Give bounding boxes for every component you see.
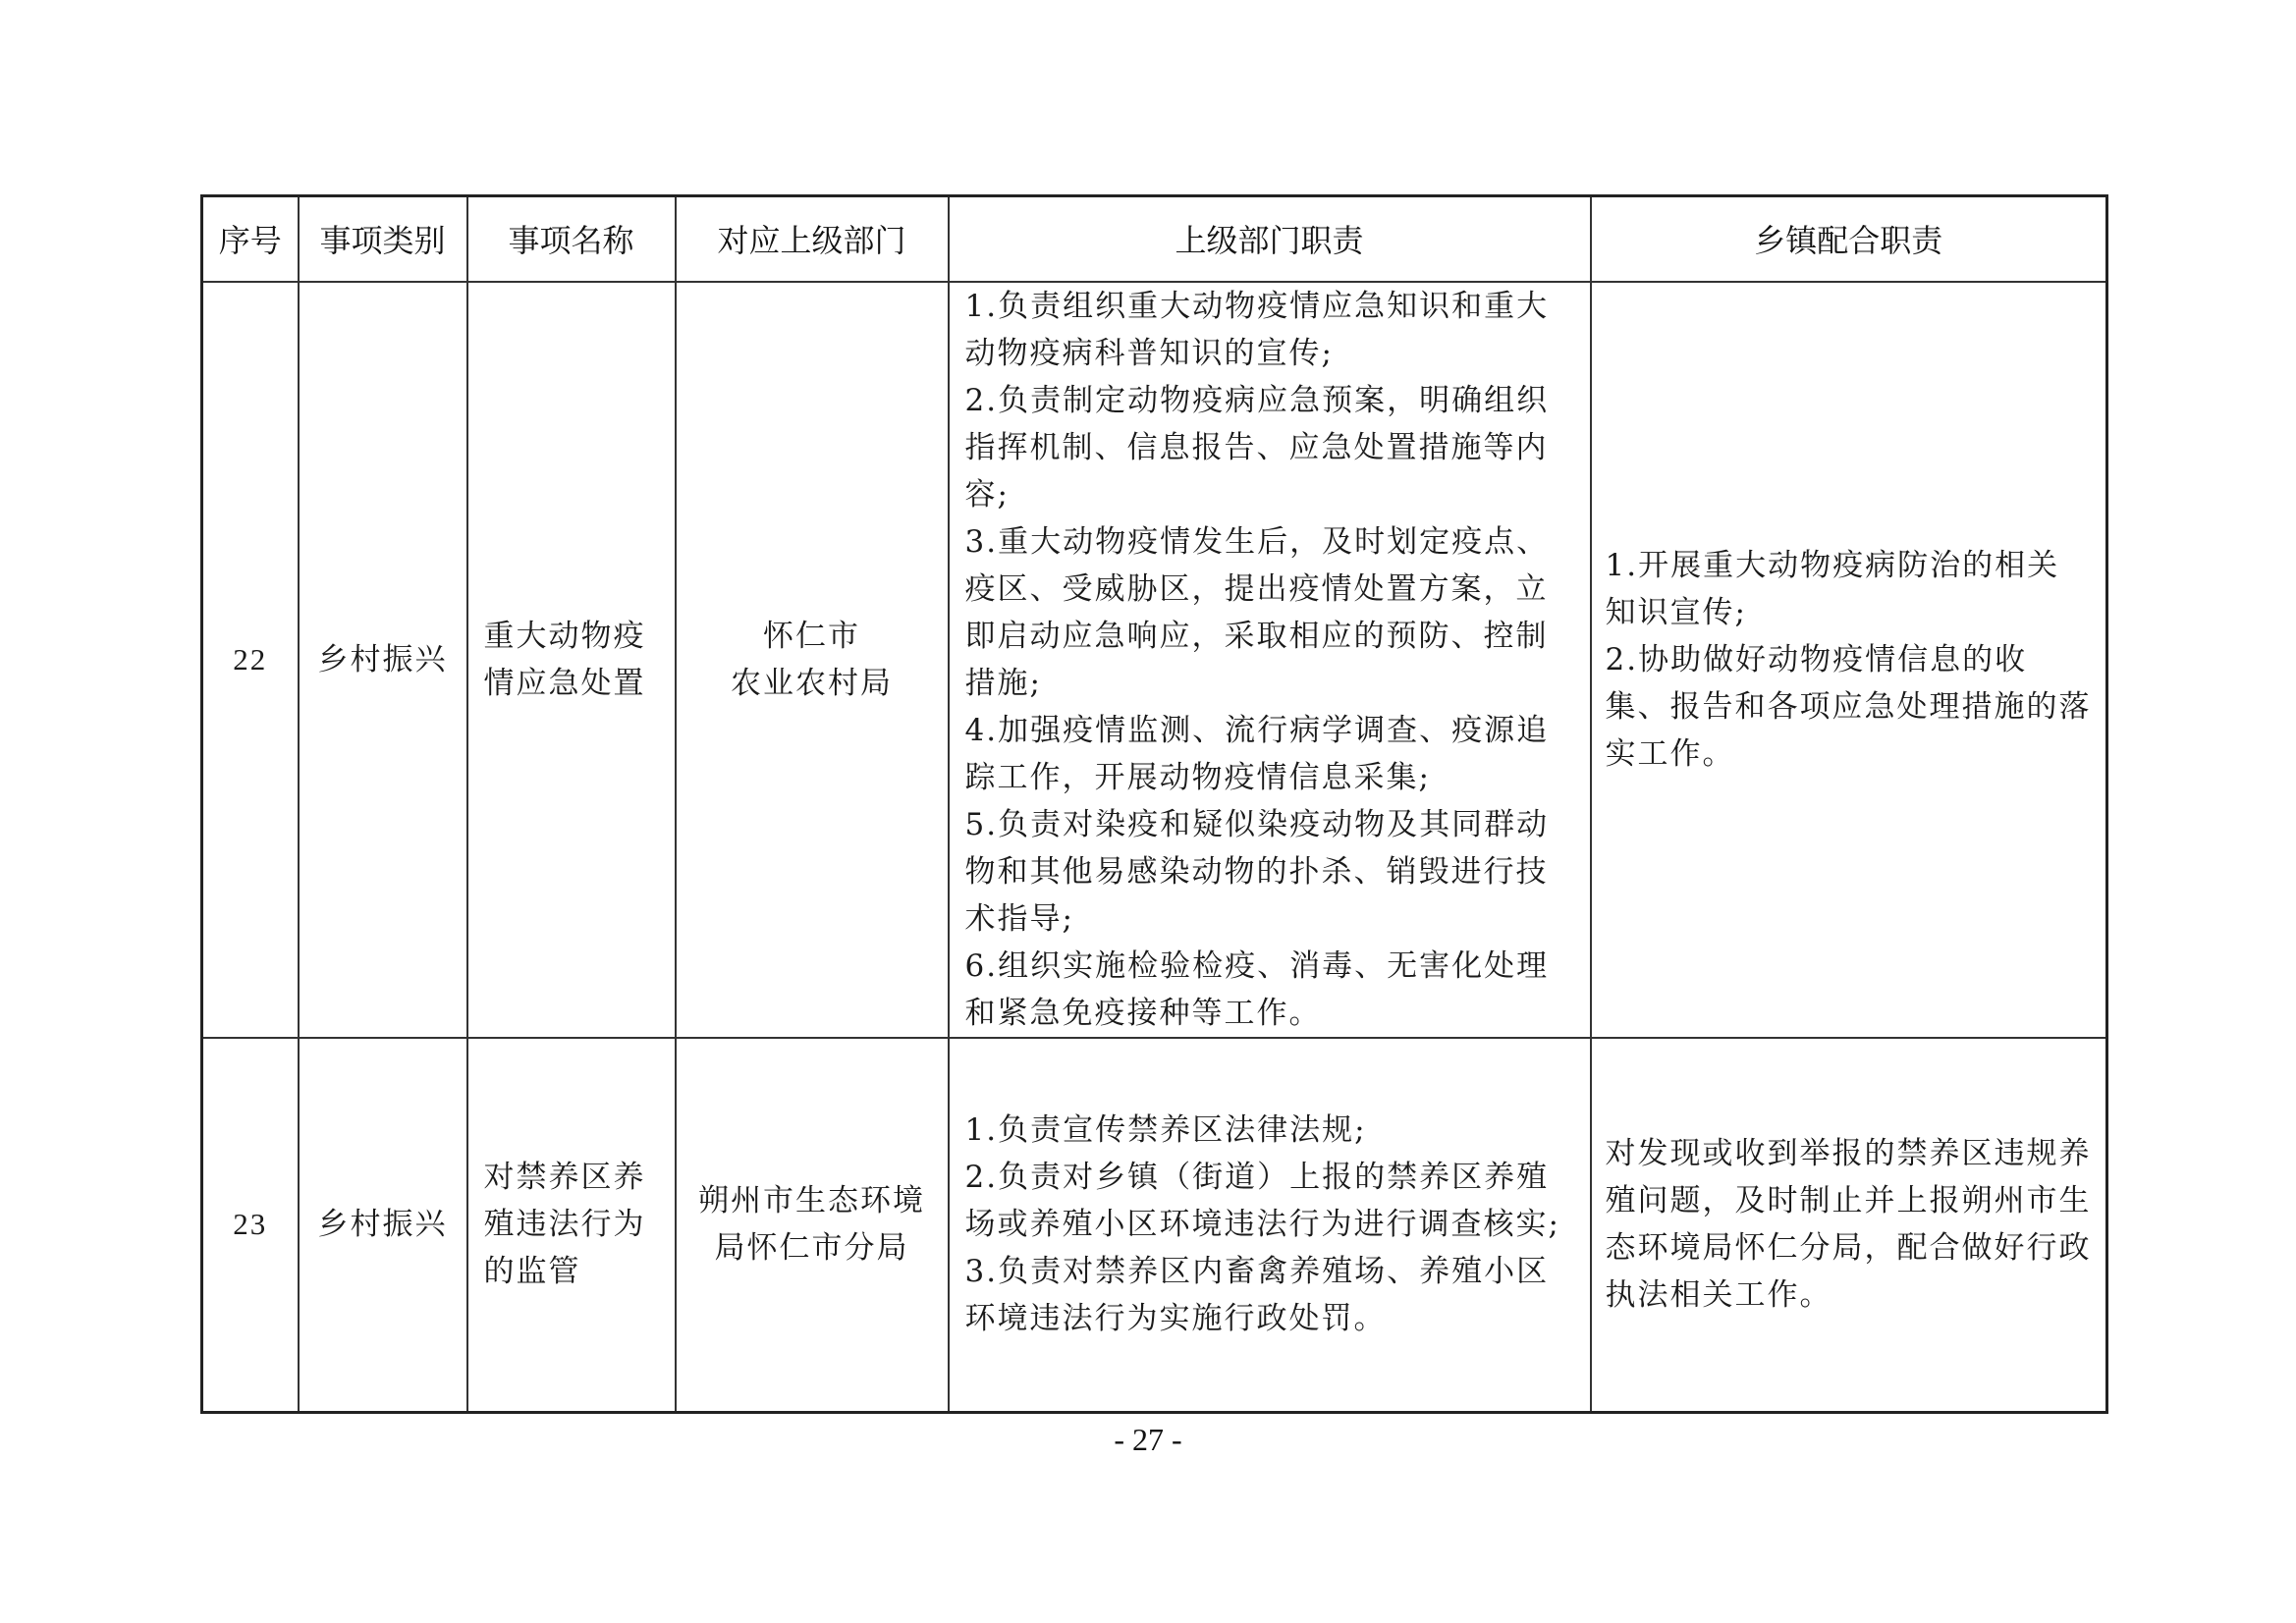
row-item-name: 对禁养区养殖违法行为的监管 [467, 1038, 676, 1413]
header-category: 事项类别 [299, 196, 467, 282]
row-town-duty [1591, 1038, 2107, 1413]
row-town-duty [1591, 282, 2107, 1038]
row-seq: 23 [202, 1038, 299, 1413]
row-dept [676, 282, 949, 1038]
town-duty-item: 对发现或收到举报的禁养区违规养殖问题，及时制止并上报朔州市生态环境局怀仁分局，配合做好行政执法相关工作。 [1605, 1136, 2092, 1314]
row-dept-duty [949, 282, 1591, 1038]
responsibility-table [200, 194, 2108, 1414]
dept-duty-item: 3.重大动物疫情发生后，及时划定疫点、疫区、受威胁区，提出疫情处置方案，立即启动应急响应，采取相应的预防、控制措施; [964, 523, 1550, 701]
row-dept-duty [949, 1038, 1591, 1413]
town-duty-item: 1.开展重大动物疫病防治的相关知识宣传; [1605, 547, 2060, 630]
header-town-duty: 乡镇配合职责 [1591, 196, 2107, 282]
table-header-row [202, 196, 2107, 282]
row-category: 乡村振兴 [299, 282, 467, 1038]
header-dept-duty: 上级部门职责 [949, 196, 1591, 282]
row-category: 乡村振兴 [299, 1038, 467, 1413]
dept-duty-item: 1.负责组织重大动物疫情应急知识和重大动物疫病科普知识的宣传; [964, 288, 1550, 371]
dept-duty-item: 5.负责对染疫和疑似染疫动物及其同群动物和其他易感染动物的扑杀、销毁进行技术指导; [964, 806, 1550, 937]
town-duty-item: 2.协助做好动物疫情信息的收集、报告和各项应急处理措施的落实工作。 [1605, 641, 2092, 772]
table-row [202, 282, 2107, 1038]
dept-duty-item: 2.负责对乡镇（街道）上报的禁养区养殖场或养殖小区环境违法行为进行调查核实; [964, 1160, 1560, 1243]
dept-duty-item: 3.负责对禁养区内畜禽养殖场、养殖小区环境违法行为实施行政处罚。 [964, 1254, 1550, 1337]
header-name: 事项名称 [467, 196, 676, 282]
header-seq: 序号 [202, 196, 299, 282]
page-number: - 27 - [1114, 1422, 1182, 1457]
table-row [202, 1038, 2107, 1413]
row-item-name: 重大动物疫情应急处置 [467, 282, 676, 1038]
dept-line: 朔州市生态环境局怀仁市分局 [698, 1183, 925, 1267]
dept-duty-item: 2.负责制定动物疫病应急预案，明确组织指挥机制、信息报告、应急处置措施等内容; [964, 382, 1550, 513]
dept-duty-item: 6.组织实施检验检疫、消毒、无害化处理和紧急免疫接种等工作。 [964, 947, 1550, 1031]
dept-duty-item: 4.加强疫情监测、流行病学调查、疫源追踪工作，开展动物疫情信息采集; [964, 712, 1550, 795]
dept-duty-item: 1.负责宣传禁养区法律法规; [964, 1112, 1367, 1149]
dept-line: 怀仁市 [763, 618, 860, 654]
row-dept [676, 1038, 949, 1413]
header-dept: 对应上级部门 [676, 196, 949, 282]
dept-line: 农业农村局 [731, 665, 893, 701]
row-seq: 22 [202, 282, 299, 1038]
